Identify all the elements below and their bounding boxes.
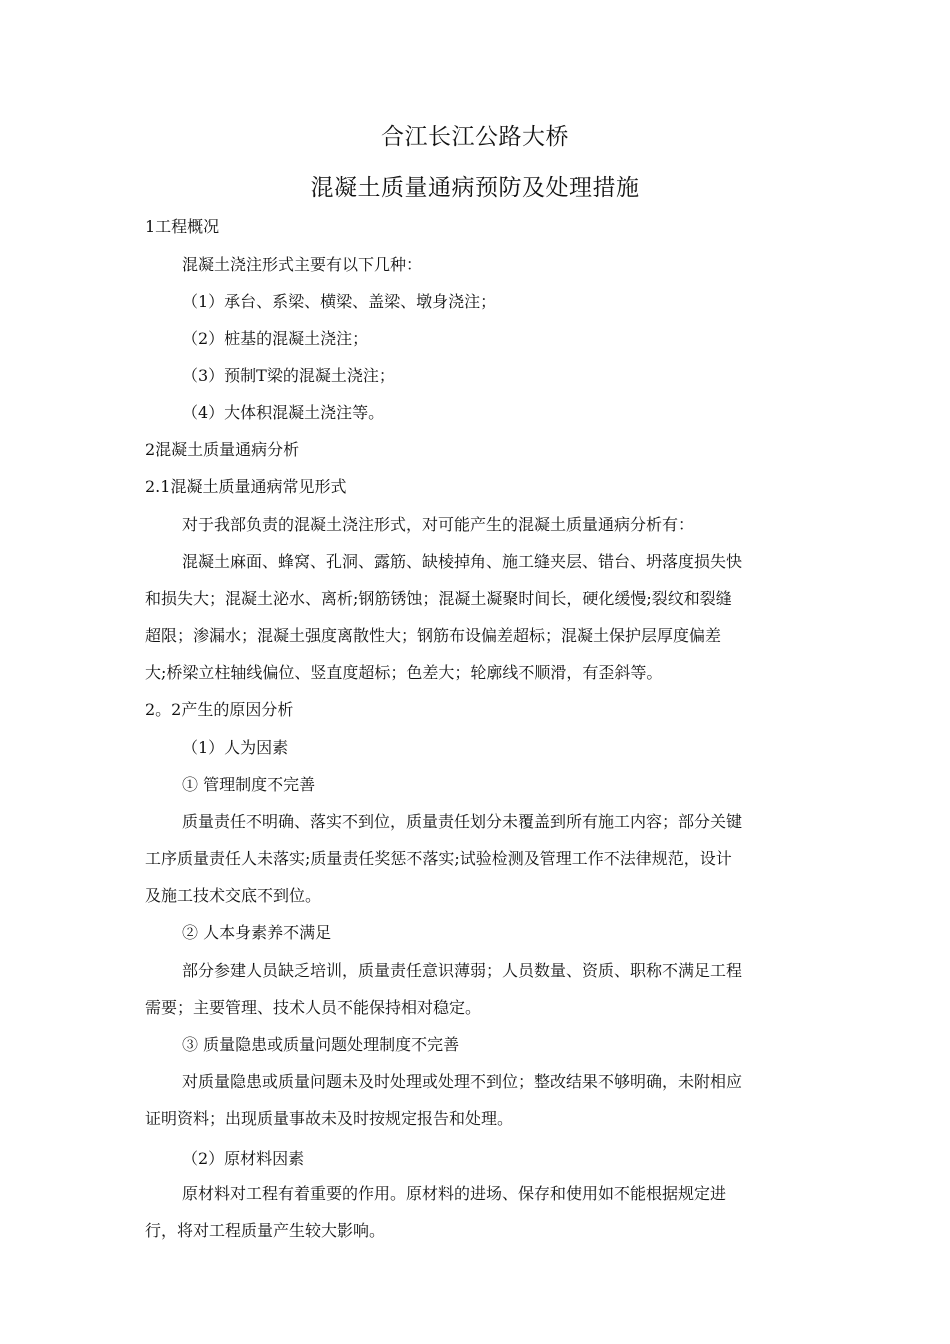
paragraph-line: 需要；主要管理、技术人员不能保持相对稳定。 [145,998,482,1017]
section-1-heading: 1工程概况 [145,217,220,236]
section-2-1-heading: 2.1混凝土质量通病常见形式 [145,477,347,496]
paragraph-line: 和损失大；混凝土泌水、离析;钢筋锈蚀；混凝土凝聚时间长，硬化缓慢;裂纹和裂缝 [145,589,732,608]
list-item: （4）大体积混凝土浇注等。 [182,403,385,422]
paragraph-line: 质量责任不明确、落实不到位，质量责任划分未覆盖到所有施工内容；部分关键 [182,812,743,831]
section-2-2-heading: 2。2产生的原因分析 [145,700,294,719]
document-title: 合江长江公路大桥 [381,124,569,150]
factor-heading: （1）人为因素 [182,738,289,757]
paragraph-line: 证明资料；出现质量事故未及时按规定报告和处理。 [145,1109,514,1128]
paragraph-line: 原材料对工程有着重要的作用。原材料的进场、保存和使用如不能根据规定进 [182,1184,727,1203]
sub-heading: ② 人本身素养不满足 [182,923,332,942]
sub-heading: ① 管理制度不完善 [182,775,316,794]
paragraph-line: 大;桥梁立柱轴线偏位、竖直度超标；色差大；轮廓线不顺滑，有歪斜等。 [145,663,663,682]
section-2-heading: 2混凝土质量通病分析 [145,440,300,459]
paragraph-line: 部分参建人员缺乏培训，质量责任意识薄弱；人员数量、资质、职称不满足工程 [182,961,743,980]
list-item: （3）预制T梁的混凝土浇注； [182,366,395,385]
paragraph-line: 行，将对工程质量产生较大影响。 [145,1221,386,1240]
paragraph-line: 工序质量责任人未落实;质量责任奖惩不落实;试验检测及管理工作不法律规范，设计 [145,849,732,868]
list-item: （1）承台、系梁、横梁、盖梁、墩身浇注； [182,292,497,311]
section-1-intro: 混凝土浇注形式主要有以下几种： [182,255,423,274]
list-item: （2）桩基的混凝土浇注； [182,329,369,348]
paragraph-line: 对质量隐患或质量问题未及时处理或处理不到位；整改结果不够明确，未附相应 [182,1072,743,1091]
document-subtitle: 混凝土质量通病预防及处理措施 [310,175,640,201]
paragraph-line: 及施工技术交底不到位。 [145,886,322,905]
paragraph-line: 超限；渗漏水；混凝土强度离散性大；钢筋布设偏差超标；混凝土保护层厚度偏差 [145,626,722,645]
factor-heading: （2）原材料因素 [182,1149,305,1168]
paragraph-line: 混凝土麻面、蜂窝、孔洞、露筋、缺棱掉角、施工缝夹层、错台、坍落度损失快 [182,552,743,571]
sub-heading: ③ 质量隐患或质量问题处理制度不完善 [182,1035,460,1054]
section-2-1-intro: 对于我部负责的混凝土浇注形式，对可能产生的混凝土质量通病分析有： [182,515,695,534]
